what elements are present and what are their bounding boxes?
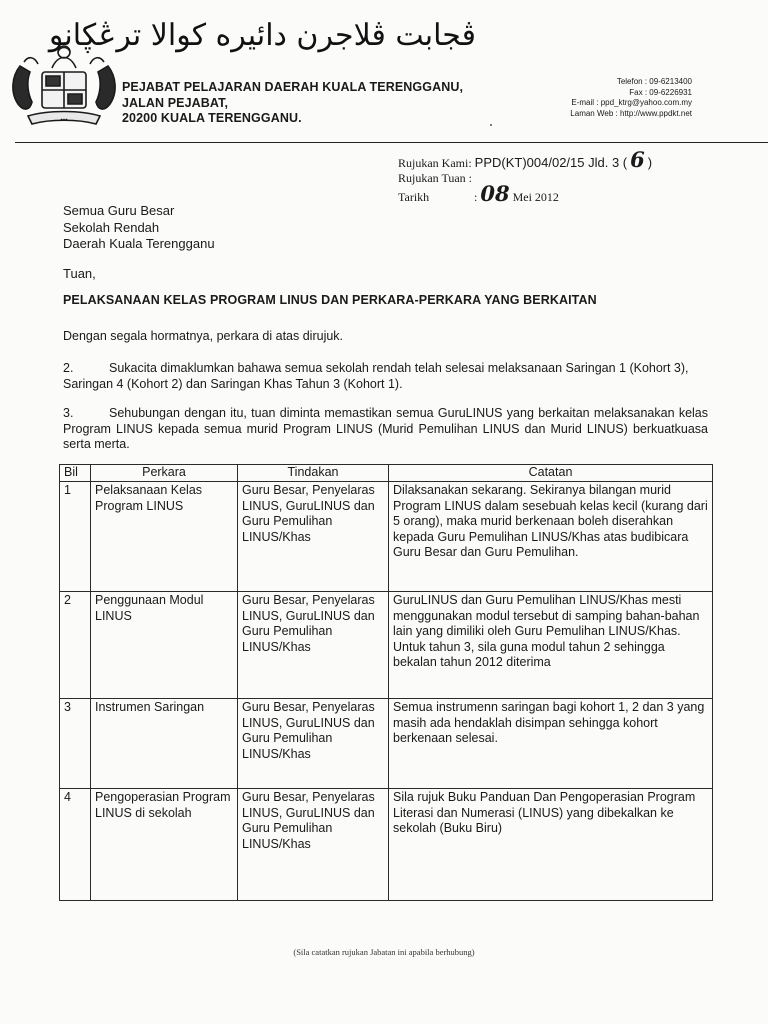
- table-row: [60, 699, 713, 789]
- header-perkara: Perkara: [91, 465, 238, 482]
- fax-line: Fax : 09-6226931: [629, 87, 692, 97]
- header-catatan: Catatan: [389, 465, 713, 482]
- date-handwritten-day: 08: [480, 181, 510, 206]
- office-address-block: [122, 80, 463, 127]
- reference-block: [398, 147, 653, 206]
- office-name: PEJABAT PELAJARAN DAERAH KUALA TERENGGANU,: [122, 80, 464, 94]
- cell-catatan: Sila rujuk Buku Panduan Dan Pengoperasian Program Literasi dan Numerasi (LINUS) yang dibekalkan ke sekolah (Buku Biru): [389, 789, 713, 901]
- email-line: E-mail : ppd_ktrg@yahoo.com.my: [571, 98, 692, 107]
- reference-kami-label: Rujukan Kami:: [398, 156, 472, 170]
- office-postcode-city: 20200 KUALA TERENGGANU.: [122, 111, 302, 125]
- table-row: [60, 592, 713, 699]
- footer-reference-note: (Sila catatkan rujukan Jabatan ini apabila berhubung): [293, 947, 475, 957]
- paragraph-3: [63, 406, 708, 453]
- date-label: Tarikh: [398, 190, 430, 204]
- paragraph-text: Sukacita dimaklumkan bahawa semua sekolah rendah telah selesai melaksanaan Saringan 1 (Kohort 3), Saringan 4 (Kohort 2) dan Saringan Khas Tahun 3 (Kohort 1).: [63, 361, 689, 391]
- cell-bil: 3: [60, 699, 91, 789]
- table-row: [60, 789, 713, 901]
- header-bil: Bil: [60, 465, 91, 482]
- intro-paragraph: Dengan segala hormatnya, perkara di atas dirujuk.: [63, 329, 344, 343]
- telephone-line: Telefon : 09-6213400: [616, 77, 692, 86]
- date-month-year: Mei 2012: [512, 190, 559, 204]
- table-row: [60, 482, 713, 592]
- table-header-row: [60, 465, 713, 482]
- recipient-line: Sekolah Rendah: [63, 219, 160, 235]
- office-street: JALAN PEJABAT,: [122, 95, 229, 110]
- svg-text:▪▪▪▪: ▪▪▪▪: [60, 117, 68, 123]
- reference-kami-close: ): [647, 155, 653, 170]
- recipient-line: Daerah Kuala Terengganu: [63, 236, 215, 251]
- cell-catatan: Semua instrumenn saringan bagi kohort 1, 2 dan 3 yang masih ada hendaklah disimpan sehingga kohort berkenaan selesai.: [389, 699, 713, 789]
- cell-perkara: Instrumen Saringan: [91, 699, 238, 789]
- cell-tindakan: Guru Besar, Penyelaras LINUS, GuruLINUS dan Guru Pemulihan LINUS/Khas: [238, 482, 389, 592]
- cell-perkara: Pengoperasian Program LINUS di sekolah: [91, 789, 238, 901]
- reference-tuan-label: Rujukan Tuan :: [398, 171, 473, 185]
- jawi-office-title: [48, 18, 476, 76]
- cell-catatan: Dilaksanakan sekarang. Sekiranya bilangan murid Program LINUS dalam sesebuah kelas kecil (kurang dari 5 orang), maka murid berkenaan boleh diserahkan kepada Guru Pemulihan LINUS/Khas atas budibicara Guru Besar dan Guru Pemulihan.: [389, 482, 713, 592]
- reference-kami-value: PPD(KT)004/02/15 Jld. 3 (: [474, 155, 628, 170]
- scan-speck: [490, 124, 492, 126]
- linus-action-table: [59, 464, 713, 901]
- paragraph-text: Sehubungan dengan itu, tuan diminta memastikan semua GuruLINUS yang berkaitan melaksanakan kelas Program LINUS kepada semua murid Program LINUS (Murid Pemulihan LINUS dan Murid LINUS) berkuatkuasa serta merta.: [63, 406, 708, 451]
- date-colon: :: [474, 190, 478, 204]
- website-line: Laman Web : http://www.ppdkt.net: [570, 108, 692, 118]
- reference-kami-handwritten-number: 6: [630, 147, 645, 172]
- paragraph-number: 2.: [63, 361, 74, 375]
- letter-subject: PELAKSANAAN KELAS PROGRAM LINUS DAN PERKARA-PERKARA YANG BERKAITAN: [63, 293, 597, 307]
- jawi-title-text: ڤجابت ڤلاجرن دائيره كوالا ترڠڮانو: [48, 18, 476, 53]
- cell-perkara: Penggunaan Modul LINUS: [91, 592, 238, 699]
- cell-perkara: Pelaksanaan Kelas Program LINUS: [91, 482, 238, 592]
- recipient-address: [63, 203, 215, 253]
- contact-info-block: [520, 77, 692, 119]
- paragraph-2: [63, 361, 708, 392]
- recipient-line: Semua Guru Besar: [63, 203, 175, 218]
- cell-bil: 4: [60, 789, 91, 901]
- coat-of-arms-logo: [8, 42, 120, 132]
- header-tindakan: Tindakan: [238, 465, 389, 482]
- reference-kami-row: [398, 147, 653, 172]
- letterhead-divider: [15, 142, 768, 143]
- salutation: Tuan,: [63, 266, 96, 281]
- cell-tindakan: Guru Besar, Penyelaras LINUS, GuruLINUS dan Guru Pemulihan LINUS/Khas: [238, 592, 389, 699]
- cell-bil: 2: [60, 592, 91, 699]
- cell-catatan: GuruLINUS dan Guru Pemulihan LINUS/Khas mesti menggunakan modul tersebut di samping bahan-bahan lain yang dimiliki oleh Guru Pemulihan LINUS/Khas. Untuk tahun 3, sila guna modul tahun 2 sehingga bekalan tahun 2012 diterima: [389, 592, 713, 699]
- cell-bil: 1: [60, 482, 91, 592]
- reference-tuan-row: [398, 171, 652, 186]
- paragraph-number: 3.: [63, 406, 74, 420]
- cell-tindakan: Guru Besar, Penyelaras LINUS, GuruLINUS dan Guru Pemulihan LINUS/Khas: [238, 789, 389, 901]
- date-row: [398, 181, 652, 206]
- cell-tindakan: Guru Besar, Penyelaras LINUS, GuruLINUS dan Guru Pemulihan LINUS/Khas: [238, 699, 389, 789]
